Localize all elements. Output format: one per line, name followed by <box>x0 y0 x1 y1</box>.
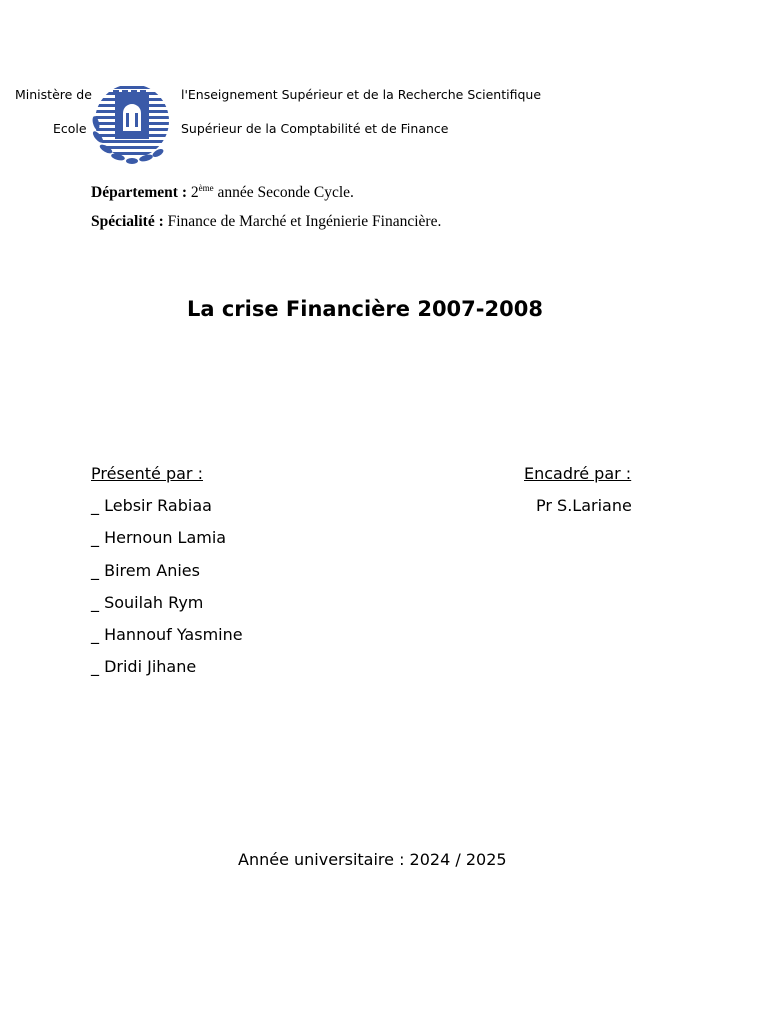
presented-by-label: Présenté par : <box>91 464 203 483</box>
presenter-name: _ Birem Anies <box>91 561 200 580</box>
department-label: Département : <box>91 184 187 201</box>
header-school-right: Supérieur de la Comptabilité et de Finance <box>181 121 449 136</box>
department-line <box>91 183 354 202</box>
department-value: année Seconde Cycle. <box>217 184 354 201</box>
presenter-name: _ Hernoun Lamia <box>91 528 227 547</box>
presenter-name: _ Souilah Rym <box>91 593 204 612</box>
specialty-line <box>91 213 441 231</box>
specialty-label: Spécialité : <box>91 213 164 230</box>
supervisor-name: Pr S.Lariane <box>536 496 632 515</box>
header-school-left: Ecole <box>53 121 87 136</box>
presenter-name: _ Lebsir Rabiaa <box>91 496 212 515</box>
supervised-by-label: Encadré par : <box>524 464 632 483</box>
header-ministry-right: l'Enseignement Supérieur et de la Recherche Scientifique <box>181 87 542 102</box>
department-number: 2 <box>190 184 199 201</box>
department-superscript: ème <box>198 183 214 193</box>
academic-year: Année universitaire : 2024 / 2025 <box>238 850 507 869</box>
presenter-name: _ Dridi Jihane <box>91 657 197 676</box>
presenter-name: _ Hannouf Yasmine <box>91 625 243 644</box>
specialty-value: Finance de Marché et Ingénierie Financière. <box>167 213 442 230</box>
document-title: La crise Financière 2007-2008 <box>187 297 543 321</box>
header-ministry-left: Ministère de <box>15 87 92 102</box>
school-emblem-icon <box>90 83 172 167</box>
